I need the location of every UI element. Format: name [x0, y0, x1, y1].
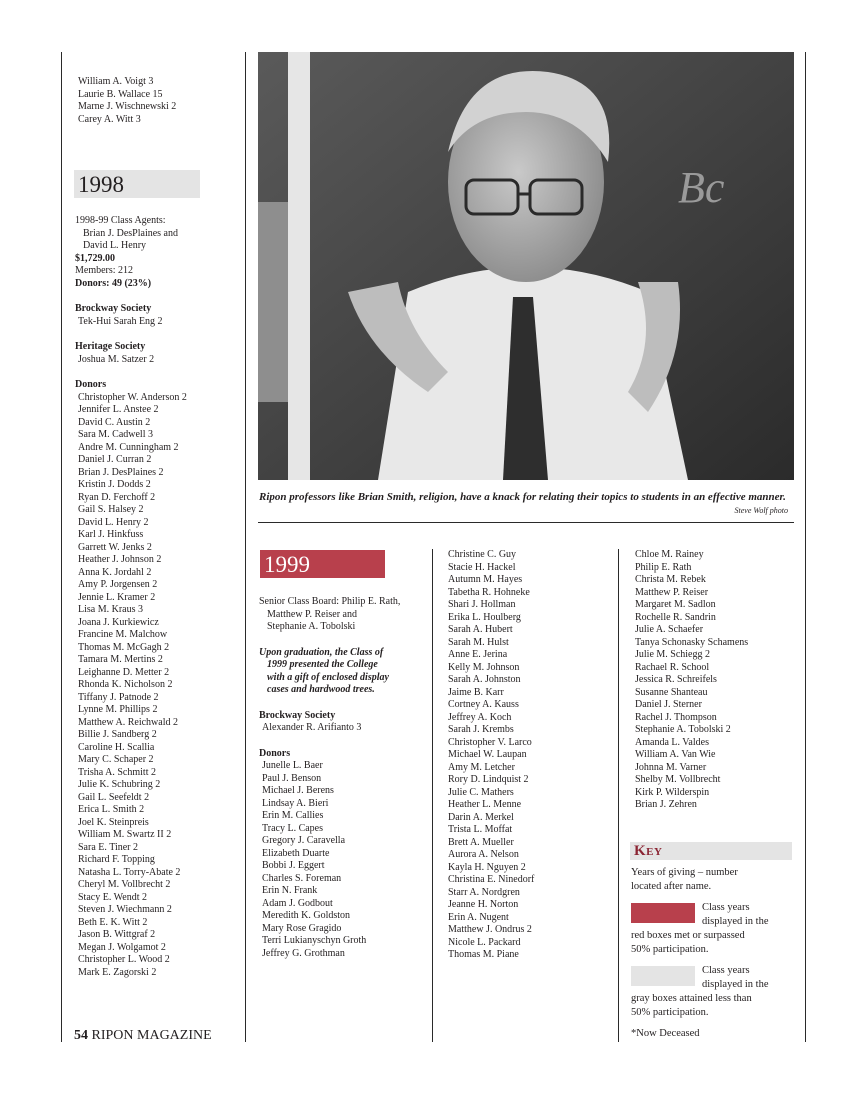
heritage-names-1998 [75, 354, 187, 367]
professor-photo [258, 52, 794, 480]
photo-caption: Ripon professors like Brian Smith, religion, have a knack for relating their topics to students in an effective manner. [259, 491, 786, 503]
list-item: Kristin J. Dodds 2 [78, 479, 151, 490]
list-item: Kirk P. Wilderspin [635, 786, 710, 798]
list-item: Erin A. Nugent [448, 911, 509, 923]
list-item: Julie M. Schiegg 2 [635, 649, 710, 660]
list-item: William A. Van Wie [635, 749, 716, 760]
agents-line-2: David L. Henry [83, 240, 147, 251]
list-item: Amy P. Jorgensen 2 [78, 579, 158, 590]
list-item: Lynne M. Phillips 2 [78, 704, 158, 715]
brockway-names-1999 [259, 722, 429, 735]
list-item: Rachel J. Thompson [635, 711, 717, 723]
list-item: Rachael R. School [635, 661, 710, 673]
class-donors-count: Donors: 49 (23%) [75, 277, 152, 289]
list-item: Jeffrey A. Koch [448, 711, 512, 723]
column-divider-rule [245, 52, 246, 1042]
list-item: Aurora A. Nelson [448, 849, 519, 860]
donor-names-1999-col1 [259, 760, 429, 960]
list-item: Tamara M. Mertins 2 [78, 654, 163, 665]
list-item: Anne E. Jerina [448, 649, 508, 660]
list-item: Autumn M. Hayes [448, 574, 523, 585]
list-item: Junelle L. Baer [262, 760, 323, 771]
caption-rule [258, 522, 794, 523]
list-item: Adam J. Godbout [262, 897, 333, 909]
list-item: Margaret M. Sadlon [635, 599, 716, 610]
list-item: Rhonda K. Nicholson 2 [78, 679, 173, 690]
list-item: Christina E. Ninedorf [448, 874, 535, 885]
year-1998-label: 1998 [78, 172, 124, 197]
list-item: William M. Swartz II 2 [78, 829, 172, 840]
list-item: Stacy E. Wendt 2 [78, 891, 147, 903]
list-item: Julie K. Schubring 2 [78, 779, 161, 790]
key-red-text [631, 901, 806, 957]
list-item: Tek-Hui Sarah Eng 2 [78, 315, 163, 327]
class-amount: $1,729.00 [75, 252, 115, 264]
carryover-names [78, 76, 176, 126]
gift-note [259, 647, 429, 697]
list-item: Mark E. Zagorski 2 [78, 966, 157, 978]
list-item: Carey A. Witt 3 [78, 113, 141, 125]
list-item: Joel K. Steinpreis [78, 816, 149, 828]
professor-photo-illustration [258, 52, 794, 480]
list-item: Richard F. Topping [78, 854, 155, 865]
list-item: Lisa M. Kraus 3 [78, 604, 143, 615]
list-item: Francine M. Malchow [78, 629, 168, 640]
list-item: Thomas M. McGagh 2 [78, 641, 170, 653]
right-margin-rule [805, 52, 806, 1042]
list-item: Joana J. Kurkiewicz [78, 616, 159, 628]
list-item: Johnna M. Varner [635, 761, 707, 773]
board-line-3: Stephanie A. Tobolski [267, 621, 356, 632]
list-item: Matthew A. Reichwald 2 [78, 716, 178, 728]
list-item: Daniel J. Sterner [635, 699, 702, 710]
page-footer [74, 1028, 212, 1044]
donor-column-2 [448, 549, 534, 962]
list-item: Andre M. Cunningham 2 [78, 441, 179, 453]
agents-label: 1998-99 Class Agents: [75, 215, 166, 226]
key-gray-line-4: 50% participation. [631, 1007, 709, 1018]
list-item: Tracy L. Capes [262, 822, 324, 834]
carryover-list [78, 76, 176, 126]
list-item: Bobbi J. Eggert [262, 860, 325, 871]
key-intro-line-2: located after name. [631, 881, 712, 892]
key-red-line-2: displayed in the [702, 916, 769, 927]
list-item: Sarah M. Hulst [448, 636, 509, 648]
brockway-heading-1998: Brockway Society [75, 303, 152, 314]
list-item: Tanya Schonasky Schamens [635, 636, 749, 648]
list-item: Erika L. Houlberg [448, 611, 521, 623]
list-item: Susanne Shanteau [635, 686, 708, 698]
key-red-line-1: Class years [702, 902, 750, 913]
list-item: Cortney A. Kauss [448, 699, 519, 710]
list-item: Matthew P. Reiser [635, 586, 709, 598]
list-item: Sara M. Cadwell 3 [78, 429, 153, 440]
list-item: Trista L. Moffat [448, 824, 513, 835]
list-item: Erin N. Frank [262, 885, 318, 896]
list-item: Gregory J. Caravella [262, 835, 346, 846]
gift-line-1: Upon graduation, the Class of [259, 646, 384, 658]
list-item: Meredith K. Goldston [262, 910, 351, 921]
list-item: Christine C. Guy [448, 549, 517, 560]
list-item: Erin M. Callies [262, 810, 324, 821]
year-1998-heading [74, 170, 200, 198]
donor-names-1999-col3 [635, 549, 748, 812]
list-item: Kelly M. Johnson [448, 661, 520, 673]
list-item: Cheryl M. Vollbrecht 2 [78, 879, 171, 890]
year-1999-label: 1999 [264, 552, 310, 577]
list-item: Terri Lukianyschyn Groth [262, 935, 367, 946]
list-item: Jeffrey G. Grothman [262, 947, 345, 959]
list-item: Chloe M. Rainey [635, 549, 704, 560]
list-item: Paul J. Benson [262, 772, 322, 784]
donors-heading-1998: Donors [75, 379, 107, 390]
list-item: Thomas M. Piane [448, 949, 519, 960]
gift-line-3: with a gift of enclosed display [267, 671, 389, 683]
list-item: Kayla H. Nguyen 2 [448, 861, 526, 873]
donors-heading-1999: Donors [259, 747, 291, 759]
inner-divider-2 [618, 549, 619, 1042]
list-item: Erica L. Smith 2 [78, 804, 145, 815]
list-item: Gail S. Halsey 2 [78, 504, 144, 515]
list-item: Megan J. Wolgamot 2 [78, 941, 166, 953]
list-item: Brett A. Mueller [448, 836, 514, 848]
list-item: Amy M. Letcher [448, 761, 515, 773]
list-item: Christopher W. Anderson 2 [78, 391, 187, 403]
list-item: Jaime B. Karr [448, 686, 504, 698]
photo-credit: Steve Wolf photo [734, 506, 788, 515]
class-1998-section [75, 215, 187, 979]
list-item: Beth E. K. Witt 2 [78, 916, 148, 928]
year-1999-heading [260, 550, 385, 578]
list-item: Rochelle R. Sandrin [635, 611, 716, 623]
list-item: Caroline H. Scallia [78, 741, 155, 753]
list-item: Jennifer L. Anstee 2 [78, 404, 159, 415]
key-heading [630, 842, 792, 860]
list-item: Jennie L. Kramer 2 [78, 591, 156, 603]
list-item: Michael W. Laupan [448, 749, 527, 760]
key-gray-line-1: Class years [702, 965, 750, 976]
list-item: Garrett W. Jenks 2 [78, 541, 152, 553]
agents-line-1: Brian J. DesPlaines and [83, 227, 178, 239]
list-item: Gail L. Seefeldt 2 [78, 791, 150, 803]
list-item: Christopher V. Larco [448, 736, 532, 748]
list-item: Christopher L. Wood 2 [78, 954, 170, 965]
list-item: Sara E. Tiner 2 [78, 841, 138, 853]
deceased-note: *Now Deceased [631, 1028, 700, 1039]
list-item: Charles S. Foreman [262, 872, 342, 884]
key-intro [631, 866, 738, 894]
page-number: 54 [74, 1028, 88, 1043]
heritage-heading-1998: Heritage Society [75, 341, 146, 352]
list-item: Sarah A. Hubert [448, 624, 513, 635]
list-item: Natasha L. Torry-Abate 2 [78, 866, 181, 878]
gift-line-2: 1999 presented the College [267, 659, 378, 670]
list-item: Brian J. DesPlaines 2 [78, 466, 164, 478]
list-item: Elizabeth Duarte [262, 847, 330, 859]
list-item: Leighanne D. Metter 2 [78, 666, 170, 678]
list-item: Anna K. Jordahl 2 [78, 566, 152, 578]
list-item: Sarah A. Johnston [448, 674, 521, 685]
list-item: Stephanie A. Tobolski 2 [635, 724, 731, 735]
list-item: Sarah J. Krembs [448, 724, 514, 735]
list-item: Laurie B. Wallace 15 [78, 88, 163, 100]
gift-line-4: cases and hardwood trees. [267, 684, 375, 695]
inner-divider-1 [432, 549, 433, 1042]
list-item: Lindsay A. Bieri [262, 797, 329, 809]
list-item: Rory D. Lindquist 2 [448, 774, 529, 785]
list-item: Philip E. Rath [635, 561, 692, 573]
list-item: Steven J. Wiechmann 2 [78, 904, 172, 915]
list-item: Trisha A. Schmitt 2 [78, 766, 156, 778]
list-item: Shelby M. Vollbrecht [635, 774, 721, 785]
list-item: Jessica R. Schreifels [635, 674, 717, 685]
list-item: Joshua M. Satzer 2 [78, 353, 155, 365]
list-item: Nicole L. Packard [448, 936, 521, 948]
list-item: David L. Henry 2 [78, 516, 149, 528]
svg-text:Bc: Bc [678, 163, 725, 212]
list-item: Daniel J. Curran 2 [78, 454, 152, 465]
class-members: Members: 212 [75, 265, 134, 276]
list-item: Marne J. Wischnewski 2 [78, 101, 177, 112]
key-gray-line-3: gray boxes attained less than [631, 993, 752, 1004]
list-item: Stacie H. Hackel [448, 561, 516, 573]
list-item: Tabetha R. Hohneke [448, 586, 530, 598]
list-item: Matthew J. Ondrus 2 [448, 924, 532, 935]
list-item: Christa M. Rebek [635, 574, 706, 585]
list-item: Heather L. Menne [448, 799, 522, 810]
magazine-name: RIPON MAGAZINE [91, 1028, 212, 1043]
key-red-line-3: red boxes met or surpassed [631, 930, 745, 941]
key-gray-line-2: displayed in the [702, 979, 769, 990]
left-margin-rule [61, 52, 62, 1042]
list-item: Mary Rose Gragido [262, 922, 342, 934]
donor-column-3 [635, 549, 748, 812]
list-item: Alexander R. Arifianto 3 [262, 722, 362, 733]
donor-names-1998 [75, 392, 187, 980]
list-item: Michael J. Berens [262, 785, 334, 796]
list-item: Brian J. Zehren [635, 799, 697, 810]
key-red-line-4: 50% participation. [631, 944, 709, 955]
list-item: Julie A. Schaefer [635, 624, 704, 635]
list-item: Amanda L. Valdes [635, 736, 709, 748]
list-item: Julie C. Mathers [448, 786, 514, 798]
key-title: Key [634, 843, 663, 859]
list-item: Darin A. Merkel [448, 811, 514, 823]
donor-names-1999-col2 [448, 549, 534, 962]
list-item: Karl J. Hinkfuss [78, 529, 144, 540]
list-item: Starr A. Nordgren [448, 886, 520, 898]
list-item: Shari J. Hollman [448, 599, 516, 610]
list-item: Tiffany J. Patnode 2 [78, 691, 159, 703]
brockway-heading-1999: Brockway Society [259, 709, 336, 721]
brockway-names-1998 [75, 316, 187, 329]
list-item: Jason B. Wittgraf 2 [78, 929, 156, 940]
list-item: William A. Voigt 3 [78, 76, 154, 87]
list-item: Jeanne H. Norton [448, 899, 519, 910]
class-1999-section [259, 596, 429, 960]
list-item: Heather J. Johnson 2 [78, 554, 162, 565]
board-line-1: Senior Class Board: Philip E. Rath, [259, 596, 401, 607]
list-item: Billie J. Sandberg 2 [78, 729, 157, 740]
board-line-2: Matthew P. Reiser and [267, 608, 357, 620]
list-item: David C. Austin 2 [78, 416, 151, 428]
list-item: Ryan D. Ferchoff 2 [78, 491, 156, 503]
key-intro-line-1: Years of giving – number [631, 867, 738, 878]
key-gray-text [631, 964, 806, 1020]
list-item: Mary C. Schaper 2 [78, 754, 154, 765]
